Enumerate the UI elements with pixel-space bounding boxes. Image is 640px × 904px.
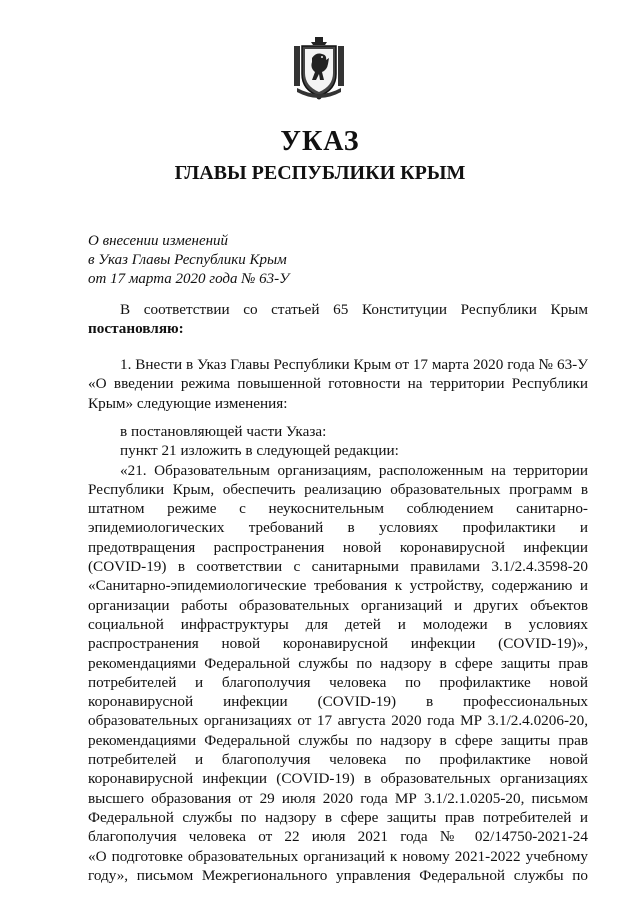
point-21-line: Федеральной службы по надзору в сфере защиты прав потребителей и bbox=[88, 808, 588, 826]
point-21-line: социальной инфраструктуры для детей и молодежи в условиях bbox=[88, 615, 588, 633]
subject-line: в Указ Главы Республики Крым bbox=[88, 252, 287, 268]
decree-word: постановляю: bbox=[88, 320, 184, 338]
document-subtitle: ГЛАВЫ РЕСПУБЛИКИ КРЫМ bbox=[174, 162, 466, 184]
changes-point-line: пункт 21 изложить в следующей редакции: bbox=[120, 442, 399, 460]
point-21-line: «О подготовке образовательных организаций к новому 2021-2022 учебному bbox=[88, 847, 588, 865]
item-1-line: Крым» следующие изменения: bbox=[88, 394, 288, 412]
item-1-line: 1. Внести в Указ Главы Республики Крым от 17 марта 2020 года № 63-У bbox=[120, 356, 588, 373]
document-subject bbox=[88, 232, 289, 289]
point-21-line: рекомендациями Федеральной службы по надзору в сфере защиты прав bbox=[88, 731, 588, 749]
point-21-line: рекомендациями Федеральной службы по надзору в сфере защиты прав bbox=[88, 654, 588, 672]
point-21-line: штатном режиме с неукоснительным соблюдением санитарно- bbox=[88, 500, 588, 518]
changes-block bbox=[88, 422, 588, 885]
document-title: УКАЗ bbox=[280, 126, 360, 157]
point-21-line: «Санитарно-эпидемиологические требования к устройству, содержанию и bbox=[88, 577, 588, 595]
point-21-line: предотвращения распространения новой коронавирусной инфекции bbox=[88, 538, 588, 556]
preamble-paragraph bbox=[88, 300, 588, 339]
point-21-line: потребителей и благополучия человека по профилактике новой bbox=[88, 751, 588, 769]
item-1-paragraph bbox=[88, 355, 588, 413]
point-21-line: коронавирусной инфекции (COVID-19) в образовательных организациях bbox=[88, 770, 588, 788]
crimea-coat-of-arms-icon bbox=[291, 36, 347, 100]
changes-part-line: в постановляющей части Указа: bbox=[120, 423, 327, 440]
point-21-line: (COVID-19) в соответствии с санитарными правилами 3.1/2.4.3598-20 bbox=[88, 558, 588, 576]
preamble-text: В соответствии со статьей 65 Конституции Республики Крым bbox=[120, 301, 588, 318]
point-21-line: благополучия человека от 22 июля 2021 года № 02/14750-2021-24 bbox=[88, 828, 588, 846]
point-21-line: Республики Крым, обеспечить реализацию образовательных программ в bbox=[88, 480, 588, 498]
subject-line: О внесении изменений bbox=[88, 233, 229, 249]
subject-line: от 17 марта 2020 года № 63-У bbox=[88, 271, 290, 287]
point-21-line: образовательных организациях от 17 августа 2020 года МР 3.1/2.4.0206-20, bbox=[88, 712, 588, 730]
point-21-line: высшего образования от 29 июля 2020 года МР 3.1/2.1.0205-20, письмом bbox=[88, 789, 588, 807]
point-21-line: коронавирусной инфекции (COVID-19) в профессиональных bbox=[88, 693, 588, 711]
point-21-line: году», письмом Межрегионального управления Федеральной службы по bbox=[88, 866, 588, 884]
point-21-line: «21. Образовательным организациям, расположенным на территории bbox=[120, 461, 588, 479]
point-21-line: потребителей и благополучия человека по профилактике новой bbox=[88, 673, 588, 691]
point-21-line: распространения новой коронавирусной инфекции (COVID-19)», bbox=[88, 635, 588, 653]
item-1-line: «О введении режима повышенной готовности на территории Республики bbox=[88, 375, 588, 393]
point-21-line: эпидемиологических требований в условиях профилактики и bbox=[88, 519, 588, 537]
point-21-line: организации работы образовательных организаций и других объектов bbox=[88, 596, 588, 614]
